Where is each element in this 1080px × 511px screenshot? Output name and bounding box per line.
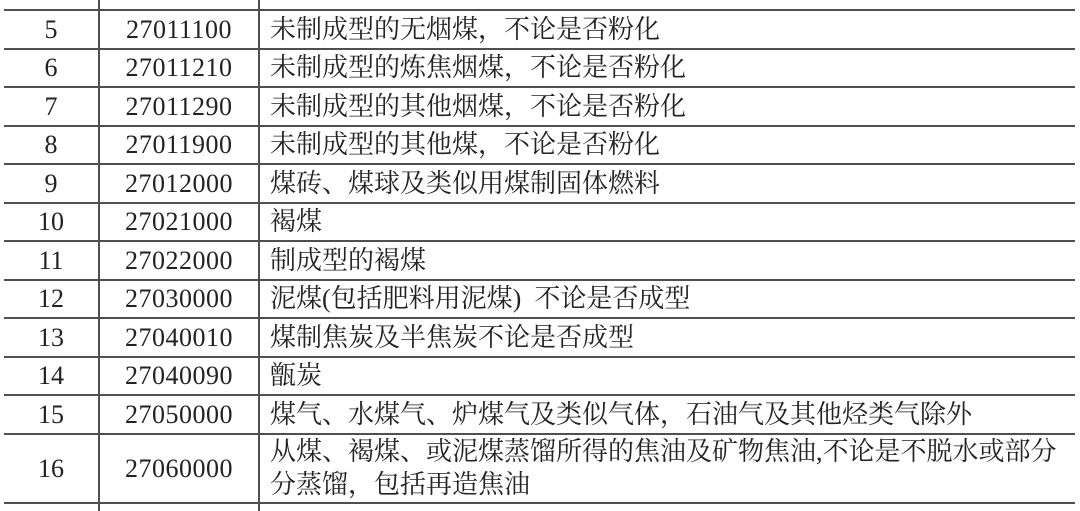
table-row <box>4 88 1075 127</box>
row-number-cell: 9 <box>4 165 100 202</box>
description-cell: 从煤、褐煤、或泥煤蒸馏所得的焦油及矿物焦油,不论是不脱水或部分分蒸馏，包括再造焦油 <box>270 437 1057 499</box>
hs-code-cell <box>100 0 260 9</box>
hs-code-cell: 27011900 <box>100 127 260 164</box>
row-number-cell: 16 <box>4 435 100 502</box>
description-cell: 煤砖、煤球及类似用煤制固体燃料 <box>270 168 661 198</box>
description-cell: 褐煤 <box>270 207 323 237</box>
hs-code-cell <box>100 504 260 511</box>
row-number-cell: 15 <box>4 396 100 433</box>
hs-code-cell: 27011210 <box>100 50 260 87</box>
hs-code-cell: 27040090 <box>100 358 260 395</box>
row-number-cell: 11 <box>4 242 100 279</box>
table-row <box>4 127 1075 166</box>
table-row <box>4 281 1075 320</box>
row-number-cell: 10 <box>4 204 100 241</box>
table-row <box>4 204 1075 243</box>
description-cell <box>260 0 1075 9</box>
hs-code-cell: 27022000 <box>100 242 260 279</box>
row-number-cell: 14 <box>4 358 100 395</box>
hs-code-cell: 27012000 <box>100 165 260 202</box>
partial-row-top <box>4 0 1075 11</box>
table-row <box>4 11 1075 50</box>
row-number-cell: 12 <box>4 281 100 318</box>
table-row <box>4 435 1075 504</box>
description-cell: 煤气、水煤气、炉煤气及类似气体，石油气及其他烃类气除外 <box>270 399 973 429</box>
row-number-cell: 7 <box>4 88 100 125</box>
description-cell: 泥煤(包括肥料用泥煤) 不论是否成型 <box>270 284 691 314</box>
description-cell: 未制成型的炼焦烟煤，不论是否粉化 <box>270 53 687 83</box>
partial-row-bottom <box>4 504 1075 511</box>
hs-code-cell: 27030000 <box>100 281 260 318</box>
description-cell <box>260 504 1075 511</box>
hs-code-cell: 27021000 <box>100 204 260 241</box>
description-cell: 制成型的褐煤 <box>270 245 427 275</box>
hs-code-cell: 27050000 <box>100 396 260 433</box>
table-row <box>4 242 1075 281</box>
hs-code-cell: 27060000 <box>100 435 260 502</box>
row-number-cell: 8 <box>4 127 100 164</box>
description-cell: 未制成型的其他煤，不论是否粉化 <box>270 130 661 160</box>
description-cell: 甑炭 <box>270 361 323 391</box>
hs-code-cell: 27011290 <box>100 88 260 125</box>
table-row <box>4 396 1075 435</box>
table-row <box>4 50 1075 89</box>
hs-code-cell: 27011100 <box>100 11 260 48</box>
table-row <box>4 319 1075 358</box>
hs-code-table <box>4 0 1075 511</box>
row-number-cell: 5 <box>4 11 100 48</box>
hs-code-cell: 27040010 <box>100 319 260 356</box>
row-number-cell <box>4 0 100 9</box>
description-cell: 未制成型的其他烟煤，不论是否粉化 <box>270 91 687 121</box>
table-row <box>4 165 1075 204</box>
row-number-cell <box>4 504 100 511</box>
table-row <box>4 358 1075 397</box>
row-number-cell: 6 <box>4 50 100 87</box>
description-cell: 未制成型的无烟煤，不论是否粉化 <box>270 14 661 44</box>
description-cell: 煤制焦炭及半焦炭不论是否成型 <box>270 322 635 352</box>
row-number-cell: 13 <box>4 319 100 356</box>
